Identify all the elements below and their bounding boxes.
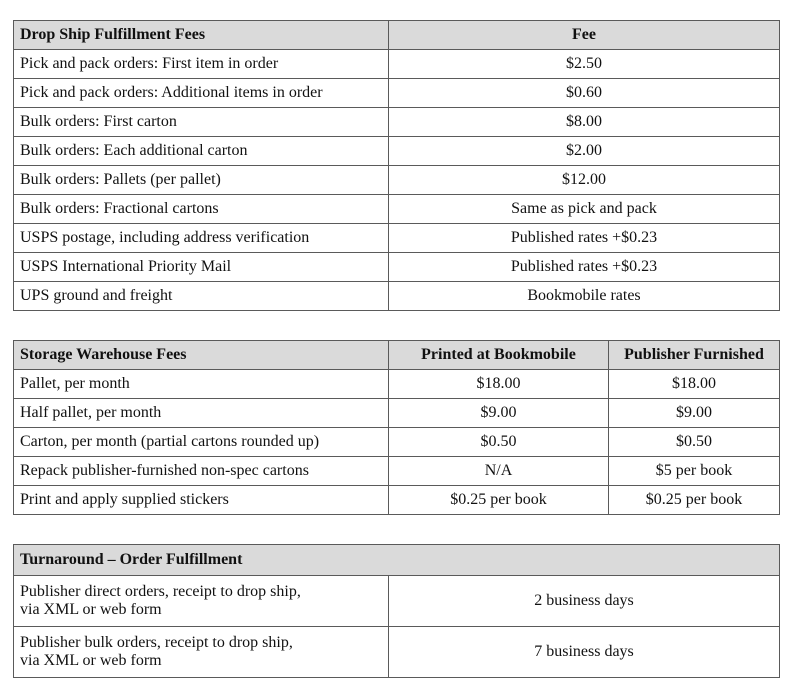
fee-value: $9.00 — [609, 399, 780, 428]
turnaround-value: 7 business days — [389, 627, 780, 678]
fee-label: Half pallet, per month — [14, 399, 389, 428]
fee-label: UPS ground and freight — [14, 282, 389, 311]
fee-label: USPS postage, including address verification — [14, 224, 389, 253]
fee-label: Carton, per month (partial cartons rounded up) — [14, 428, 389, 457]
table-row — [14, 50, 780, 79]
turnaround-label — [14, 576, 389, 627]
fee-value: $2.00 — [389, 137, 780, 166]
column-header: Publisher Furnished — [609, 341, 780, 370]
storage-fees-table — [13, 340, 780, 515]
table-row — [14, 79, 780, 108]
drop-ship-fees-table — [13, 20, 780, 311]
fee-value: $9.00 — [389, 399, 609, 428]
turnaround-table — [13, 544, 780, 678]
column-header: Storage Warehouse Fees — [14, 341, 389, 370]
turnaround-label-line2: via XML or web form — [20, 652, 162, 669]
turnaround-label-line1: Publisher direct orders, receipt to drop ship, — [20, 583, 301, 600]
fee-value: $12.00 — [389, 166, 780, 195]
table-row — [14, 370, 780, 399]
turnaround-value: 2 business days — [389, 576, 780, 627]
turnaround-label-line2: via XML or web form — [20, 601, 162, 618]
table-row — [14, 137, 780, 166]
fee-value: $5 per book — [609, 457, 780, 486]
table-row — [14, 224, 780, 253]
table-row — [14, 627, 780, 678]
table-row — [14, 399, 780, 428]
column-header: Fee — [389, 21, 780, 50]
fee-value: $0.25 per book — [389, 486, 609, 515]
fee-label: Bulk orders: Each additional carton — [14, 137, 389, 166]
fee-label: Repack publisher-furnished non-spec cartons — [14, 457, 389, 486]
fee-value: $18.00 — [389, 370, 609, 399]
column-header: Drop Ship Fulfillment Fees — [14, 21, 389, 50]
table-header-row — [14, 545, 780, 576]
table-row — [14, 486, 780, 515]
turnaround-label — [14, 627, 389, 678]
table-row — [14, 195, 780, 224]
fee-label: Bulk orders: Pallets (per pallet) — [14, 166, 389, 195]
fee-value: $0.60 — [389, 79, 780, 108]
table-header-row — [14, 21, 780, 50]
fee-label: Pallet, per month — [14, 370, 389, 399]
fee-value: $0.50 — [609, 428, 780, 457]
fee-label: USPS International Priority Mail — [14, 253, 389, 282]
turnaround-label-line1: Publisher bulk orders, receipt to drop ship, — [20, 634, 293, 651]
column-header: Printed at Bookmobile — [389, 341, 609, 370]
fee-label: Pick and pack orders: First item in order — [14, 50, 389, 79]
fee-label: Bulk orders: Fractional cartons — [14, 195, 389, 224]
table-row — [14, 457, 780, 486]
table-header-row — [14, 341, 780, 370]
fee-label: Bulk orders: First carton — [14, 108, 389, 137]
fee-value: $18.00 — [609, 370, 780, 399]
fee-value: Bookmobile rates — [389, 282, 780, 311]
table-row — [14, 282, 780, 311]
table-row — [14, 576, 780, 627]
fee-value: $8.00 — [389, 108, 780, 137]
fee-value: Published rates +$0.23 — [389, 224, 780, 253]
table-row — [14, 166, 780, 195]
table-row — [14, 253, 780, 282]
turnaround-header: Turnaround – Order Fulfillment — [14, 545, 780, 576]
fee-value: $0.50 — [389, 428, 609, 457]
fee-value: N/A — [389, 457, 609, 486]
fee-value: $0.25 per book — [609, 486, 780, 515]
fee-label: Print and apply supplied stickers — [14, 486, 389, 515]
fee-value: Published rates +$0.23 — [389, 253, 780, 282]
table-row — [14, 108, 780, 137]
fee-value: $2.50 — [389, 50, 780, 79]
fee-value: Same as pick and pack — [389, 195, 780, 224]
fee-label: Pick and pack orders: Additional items in order — [14, 79, 389, 108]
table-row — [14, 428, 780, 457]
